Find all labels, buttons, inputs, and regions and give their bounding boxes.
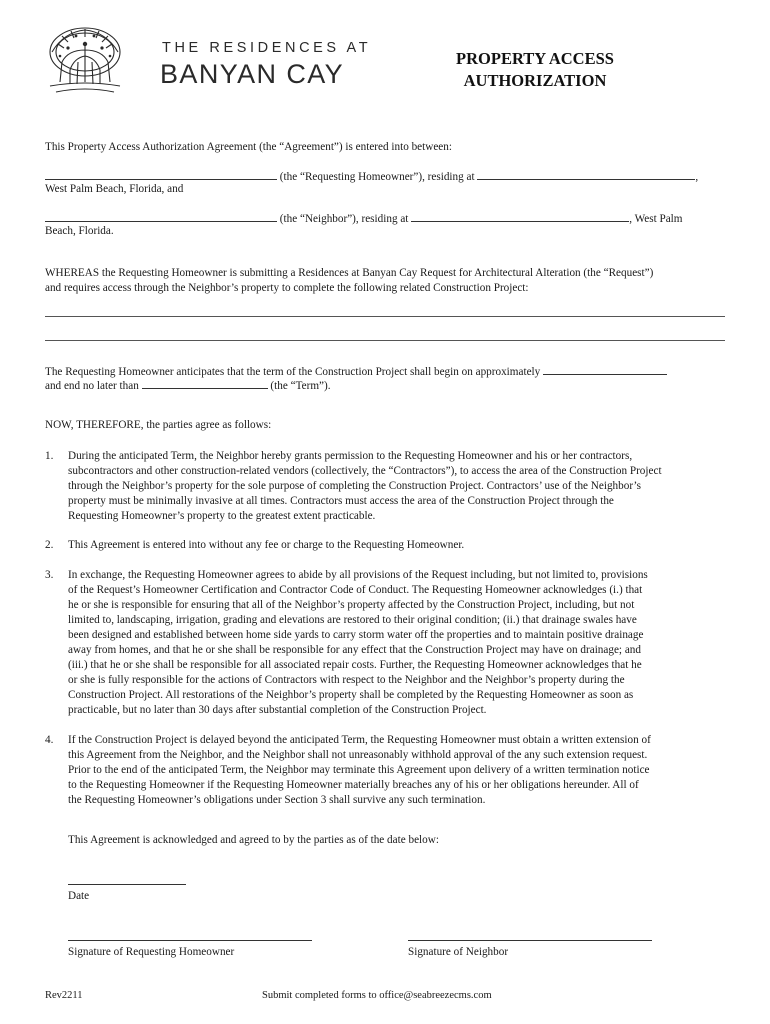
item-2-text (68, 538, 725, 553)
item-1-line: During the anticipated Term, the Neighbor hereby grants permission to the Requesting Homeowner and his or her contractors, (68, 450, 633, 462)
banyan-tree-logo-icon (44, 22, 126, 102)
title-line-1: PROPERTY ACCESS (456, 49, 614, 68)
neighbor-signature-label: Signature of Neighbor (408, 946, 509, 958)
item-3-line: (iii.) that he or she shall be responsible for all associated repair costs. Further, the Requesting Homeowner acknowledges that he (68, 659, 642, 671)
construction-project-field-2[interactable] (45, 340, 725, 341)
whereas-line-2: and requires access through the Neighbor’s property to complete the following related Construction Project: (45, 282, 529, 294)
item-3-text (68, 568, 725, 718)
party1-city-text: West Palm Beach, Florida, and (45, 183, 184, 195)
intro-text: This Property Access Authorization Agreement (the “Agreement”) is entered into between: (45, 141, 452, 153)
term-line-2-suffix: (the “Term”). (270, 380, 331, 392)
revision-code: Rev2211 (45, 990, 83, 1001)
item-3-line: limited to, landscaping, irrigation, grading and elevations are restored to their original condition; (ii.) that drainage swales have (68, 614, 637, 626)
item-1-line: property must be minimally invasive at all times. Contractors must access the area of the Construction Project through the (68, 495, 614, 507)
submit-instructions: Submit completed forms to office@seabreezecms.com (262, 990, 492, 1001)
item-2-line: This Agreement is entered into without any fee or charge to the Requesting Homeowner. (68, 539, 465, 551)
term-line-2-prefix: and end no later than (45, 380, 139, 392)
neighbor-name-field[interactable] (45, 210, 277, 222)
date-label: Date (68, 890, 90, 902)
item-3-line: he or she is responsible for ensuring that all of the Neighbor’s property affected by the Construction Project, including, but not (68, 599, 635, 611)
item-3-line: away from homes, and that he or she shall be responsible for any effect that the Construction Project may have on drainage; and (68, 644, 641, 656)
item-3-line: Construction Project. All restorations of the Neighbor’s property shall be completed by the Requesting Homeowner as soon as (68, 689, 634, 701)
construction-project-field-1[interactable] (45, 316, 725, 317)
neighbor-address-field[interactable] (411, 210, 629, 222)
logo-text-main: BANYAN CAY (160, 59, 345, 89)
item-4-line: this Agreement from the Neighbor, and the Neighbor shall not unreasonably withhold approval of the any such extension request. (68, 749, 648, 761)
item-1-text (68, 449, 725, 524)
document-title (440, 48, 630, 92)
item-3-line: of the Request’s Homeowner Certification and Contractor Code of Conduct. The Requesting Homeowner acknowledges (i.) that (68, 584, 643, 596)
item-3-line: or she is fully responsible for the actions of Contractors with respect to the Neighbor and the Neighbor’s property during the (68, 674, 625, 686)
logo-text-top: THE RESIDENCES AT (162, 40, 372, 56)
party1-role-text: (the “Requesting Homeowner”), residing at (279, 171, 475, 183)
neighbor-signature-field[interactable] (408, 940, 652, 941)
party2-trail: , West Palm (629, 213, 683, 225)
now-therefore-text: NOW, THEREFORE, the parties agree as follows: (45, 419, 272, 431)
item-1-line: through the Neighbor’s property for the sole purpose of completing the Construction Project. Contractors’ use of the Neighbor’s (68, 480, 641, 492)
item-3-line: In exchange, the Requesting Homeowner agrees to abide by all provisions of the Request including, but not limited to, provisions (68, 569, 648, 581)
item-4-text (68, 733, 725, 808)
term-line-1-text: The Requesting Homeowner anticipates that the term of the Construction Project shall begin on approximately (45, 366, 541, 378)
party1-trail: , (695, 171, 699, 183)
date-field[interactable] (68, 884, 186, 885)
item-1-line: Requesting Homeowner’s property to the greatest extent practicable. (68, 510, 376, 522)
acknowledgement-text: This Agreement is acknowledged and agreed to by the parties as of the date below: (68, 834, 439, 846)
item-3-line: practicable, but no later than 30 days after substantial completion of the Construction Project. (68, 704, 487, 716)
item-1-number: 1. (45, 450, 54, 462)
item-4-line: If the Construction Project is delayed beyond the anticipated Term, the Requesting Homeowner must obtain a written extension of (68, 734, 651, 746)
item-4-line: the Requesting Homeowner’s obligations under Section 3 shall survive any such termination. (68, 794, 486, 806)
whereas-line-1: WHEREAS the Requesting Homeowner is submitting a Residences at Banyan Cay Request for Architectural Alteration (the “Request”) (45, 267, 654, 279)
item-1-line: subcontractors and other construction-related vendors (collectively, the “Contractors”), to access the area of the Construction Project (68, 465, 662, 477)
item-3-line: been designed and established between home side yards to carry storm water off the properties and to maintain positive drainage (68, 629, 644, 641)
party2-city-text: Beach, Florida. (45, 225, 114, 237)
item-4-number: 4. (45, 734, 54, 746)
item-2-number: 2. (45, 539, 54, 551)
term-line-2 (45, 377, 725, 394)
term-end-date-field[interactable] (142, 377, 268, 389)
item-4-line: Prior to the end of the anticipated Term, the Neighbor may terminate this Agreement upon delivery of a written termination notice (68, 764, 650, 776)
party2-role-text: (the “Neighbor”), residing at (279, 213, 409, 225)
title-line-2: AUTHORIZATION (463, 71, 607, 90)
requesting-homeowner-address-field[interactable] (477, 168, 695, 180)
item-4-line: to the Requesting Homeowner if the Requesting Homeowner materially breaches any of his or her obligations hereunder. All of (68, 779, 639, 791)
requesting-homeowner-name-field[interactable] (45, 168, 277, 180)
term-start-date-field[interactable] (543, 363, 667, 375)
requesting-homeowner-signature-field[interactable] (68, 940, 312, 941)
requesting-homeowner-signature-label: Signature of Requesting Homeowner (68, 946, 235, 958)
item-3-number: 3. (45, 569, 54, 581)
